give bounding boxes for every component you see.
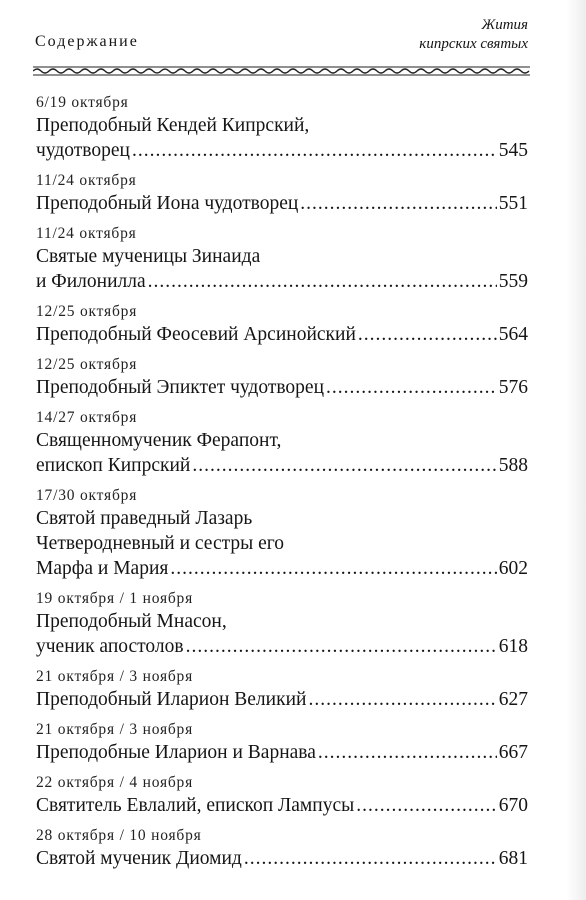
- entry-title-line: чудотворец: [36, 140, 130, 161]
- entry-title-line: ученик апостолов: [36, 636, 184, 657]
- entry-last-line: [36, 375, 528, 400]
- entry-last-line: [36, 740, 528, 765]
- page-number: 576: [498, 377, 528, 398]
- dot-leader: [326, 375, 497, 400]
- entry-title-line: Святой мученик Диомид: [36, 848, 242, 869]
- page-number: 627: [498, 689, 528, 710]
- entry-last-line: [36, 269, 528, 294]
- entry-date: 12/25 октября: [36, 303, 138, 320]
- entry-date: 21 октября / 3 ноября: [36, 721, 194, 738]
- entry-date: 11/24 октября: [36, 172, 137, 189]
- entry-title-line: Святитель Евлалий, епископ Лампусы: [36, 795, 355, 816]
- entry-date: 28 октября / 10 ноября: [36, 827, 202, 844]
- page-number: 551: [498, 193, 528, 214]
- book-title-line-1: Жития: [481, 17, 528, 33]
- dot-leader: [356, 793, 497, 818]
- dot-leader: [186, 634, 497, 659]
- book-title-line-2: кипрских святых: [419, 36, 528, 52]
- entry-title-line: Преподобный Феосевий Арсинойский: [36, 324, 356, 345]
- page-number: 588: [498, 455, 528, 476]
- toc-entry: [36, 302, 528, 347]
- section-label: Содержание: [35, 33, 139, 50]
- dot-leader: [308, 687, 496, 712]
- entry-date: 19 октября / 1 ноября: [36, 590, 194, 607]
- toc-entry: [36, 486, 528, 581]
- entry-last-line: [36, 556, 528, 581]
- toc-entry: [36, 408, 528, 478]
- toc-entry: [36, 93, 528, 163]
- toc-entry: [36, 171, 528, 216]
- entry-title-line: и Филонилла: [36, 271, 146, 292]
- entry-title-line: Священномученик Ферапонт,: [36, 430, 282, 451]
- entry-date: 22 октября / 4 ноября: [36, 774, 194, 791]
- toc-entry: [36, 589, 528, 659]
- page-number: 602: [498, 558, 528, 579]
- entry-title-line: Преподобный Мнасон,: [36, 611, 227, 632]
- entry-last-line: [36, 846, 528, 871]
- dot-leader: [192, 453, 496, 478]
- entry-title-line: Преподобный Эпиктет чудотворец: [36, 377, 325, 398]
- page-header: [0, 0, 586, 80]
- entry-last-line: [36, 793, 528, 818]
- entry-date: 11/24 октября: [36, 225, 137, 242]
- entry-title-line: Преподобные Иларион и Варнава: [36, 742, 316, 763]
- entry-date: 17/30 октября: [36, 487, 138, 504]
- book-title: [328, 16, 528, 54]
- page-number: 564: [498, 324, 528, 345]
- toc-entry: [36, 773, 528, 818]
- entry-last-line: [36, 687, 528, 712]
- entry-title-line: Преподобный Кендей Кипрский,: [36, 115, 310, 136]
- entry-title-line: Марфа и Мария: [36, 558, 169, 579]
- page-number: 681: [498, 848, 528, 869]
- dot-leader: [170, 556, 496, 581]
- entry-title-line: Преподобный Иона чудотворец: [36, 193, 299, 214]
- page-number: 670: [498, 795, 528, 816]
- dot-leader: [318, 740, 497, 765]
- toc-entry: [36, 355, 528, 400]
- dot-leader: [358, 322, 497, 347]
- entry-date: 21 октября / 3 ноября: [36, 668, 194, 685]
- page-number: 559: [498, 271, 528, 292]
- entry-title-line: Святой праведный Лазарь: [36, 508, 253, 529]
- entry-last-line: [36, 138, 528, 163]
- entry-date: 6/19 октября: [36, 94, 129, 111]
- entry-title-line: епископ Кипрский: [36, 455, 191, 476]
- page-number: 545: [498, 140, 528, 161]
- entry-last-line: [36, 191, 528, 216]
- entry-date: 12/25 октября: [36, 356, 138, 373]
- entry-title-line: Преподобный Иларион Великий: [36, 689, 307, 710]
- entry-last-line: [36, 634, 528, 659]
- toc-entry: [36, 224, 528, 294]
- dot-leader: [300, 191, 496, 216]
- dot-leader: [132, 138, 497, 163]
- page-edge-shadow: [566, 0, 586, 900]
- entry-date: 14/27 октября: [36, 409, 138, 426]
- page-number: 618: [498, 636, 528, 657]
- toc-entry: [36, 667, 528, 712]
- dot-leader: [148, 269, 497, 294]
- toc-entry: [36, 720, 528, 765]
- entry-title-line: Четверодневный и сестры его: [36, 533, 285, 554]
- dot-leader: [244, 846, 497, 871]
- entry-title-line: Святые мученицы Зинаида: [36, 246, 261, 267]
- ornament-divider: [33, 65, 530, 77]
- toc-entry: [36, 826, 528, 871]
- table-of-contents: [36, 93, 528, 879]
- entry-last-line: [36, 322, 528, 347]
- page-number: 667: [498, 742, 528, 763]
- entry-last-line: [36, 453, 528, 478]
